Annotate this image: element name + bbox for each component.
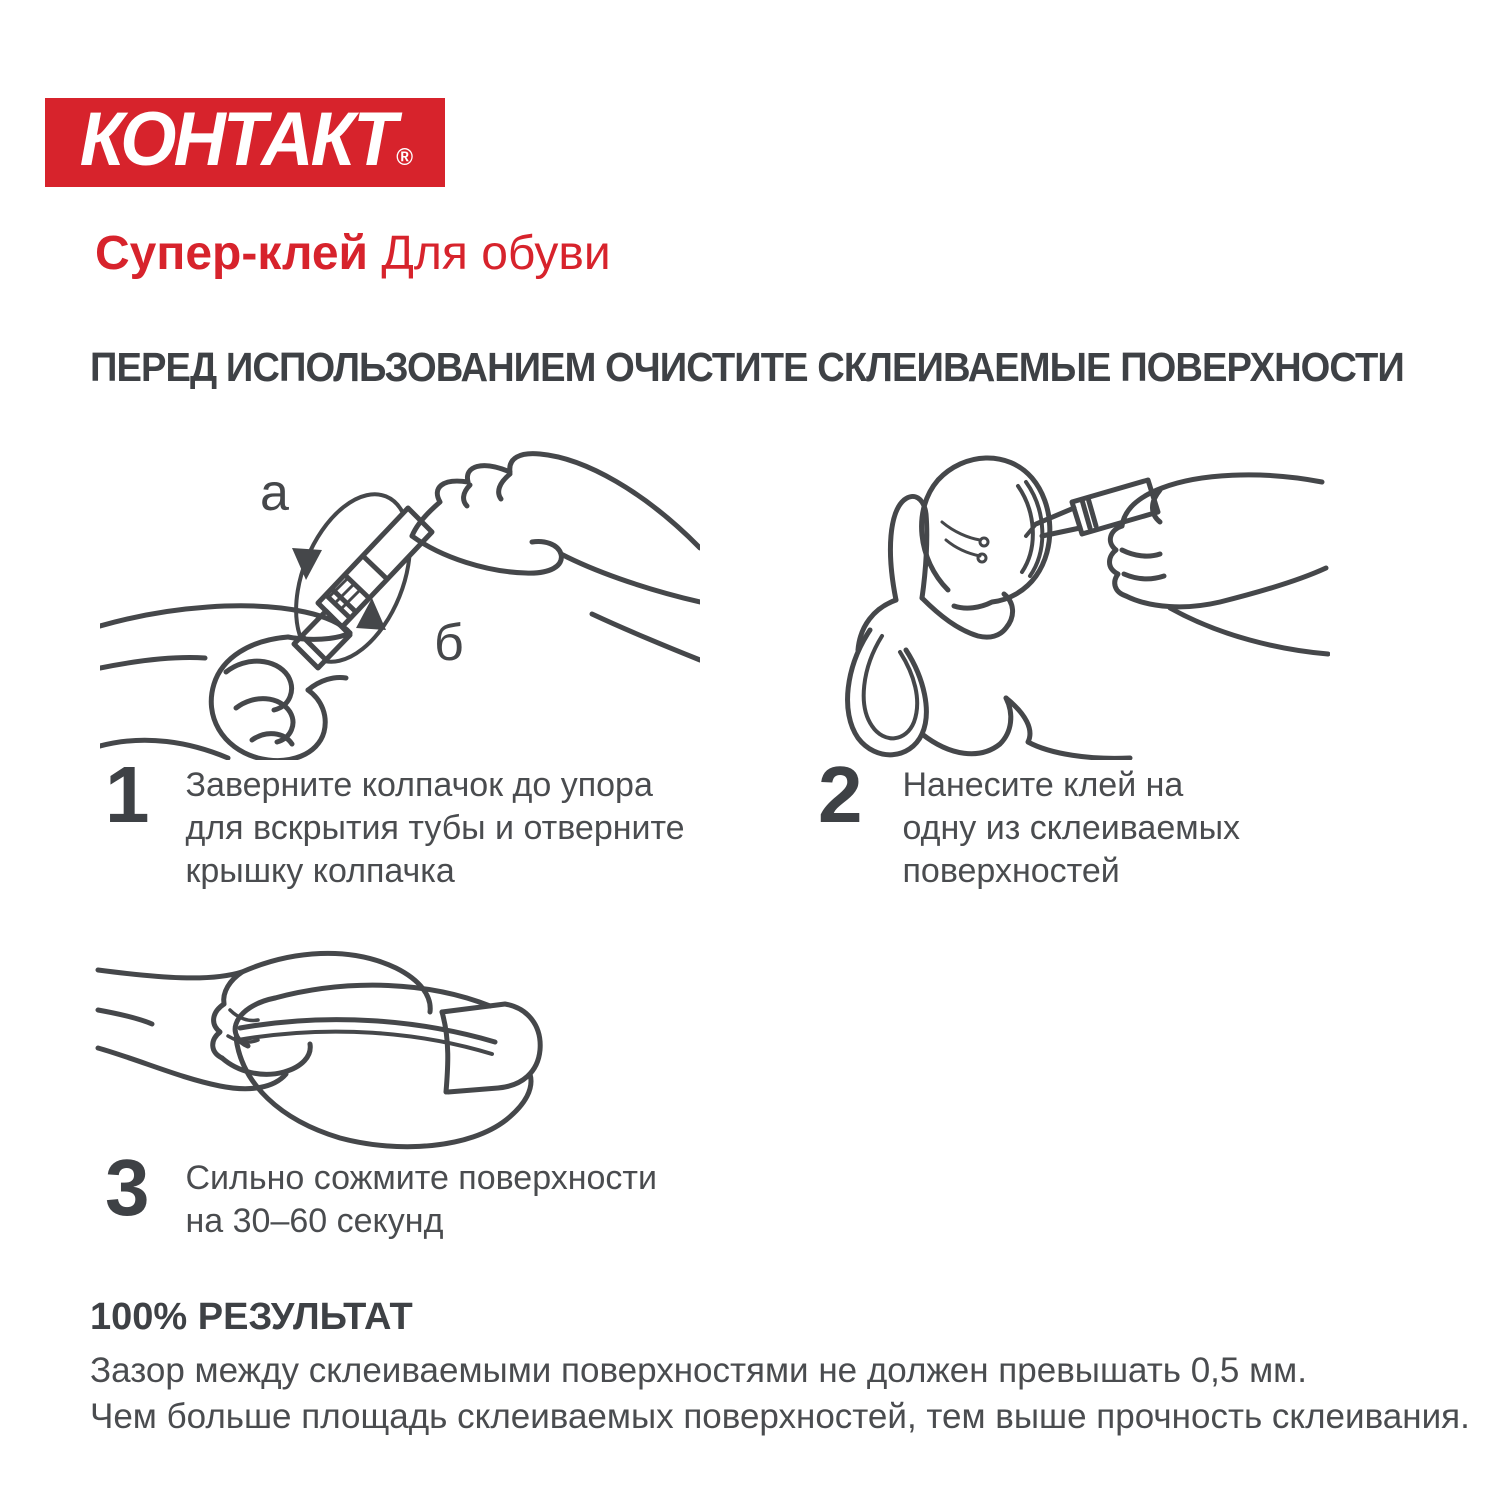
step2-text-line: поверхностей	[902, 851, 1120, 890]
step1-text-line: Заверните колпачок до упора	[185, 766, 653, 804]
step3-caption	[105, 1143, 657, 1243]
brand-logo	[45, 98, 445, 187]
result-title: 100% РЕЗУЛЬТАТ	[90, 1296, 413, 1338]
result-text-line: Зазор между склеиваемыми поверхностями не должен превышать 0,5 мм.	[90, 1351, 1307, 1390]
step1-text-line: для вскрытия тубы и отверните	[185, 808, 685, 847]
page-title: ПЕРЕД ИСПОЛЬЗОВАНИЕМ ОЧИСТИТЕ СКЛЕИВАЕМЫЕ ПОВЕРХНОСТИ	[90, 344, 1404, 390]
step3-text-line: на 30–60 секунд	[185, 1201, 444, 1240]
registered-trademark-icon: ®	[396, 143, 411, 171]
step2-text	[903, 762, 1241, 892]
step1-number: 1	[105, 750, 148, 839]
rotation-arrow-a-icon	[292, 548, 322, 580]
label-a: а	[260, 464, 289, 522]
step2-text-line: одну из склеиваемых	[902, 808, 1241, 847]
step1-twist-cap-illustration	[100, 430, 700, 760]
step2-caption	[818, 750, 1241, 892]
step2-apply-glue-illustration	[830, 430, 1330, 760]
brand-logo-text	[79, 96, 411, 184]
step3-text	[186, 1155, 657, 1243]
step2-text-line: Нанесите клей на	[902, 766, 1184, 804]
step1-text	[186, 762, 685, 892]
step2-number: 2	[818, 750, 861, 839]
step3-press-illustration	[90, 920, 650, 1160]
step3-text-line: Сильно сожмите поверхности	[185, 1159, 657, 1197]
shoe-heel	[442, 1004, 540, 1092]
product-subtitle-bold: Супер-клей	[95, 227, 369, 280]
step3-number: 3	[105, 1143, 148, 1232]
product-subtitle-regular: Для обуви	[368, 227, 611, 280]
brand-name: КОНТАКТ	[79, 96, 395, 182]
label-b: б	[434, 614, 464, 672]
result-text-line: Чем больше площадь склеиваемых поверхностей, тем выше прочность склеивания.	[90, 1397, 1470, 1437]
result-text	[90, 1348, 1470, 1440]
step1-text-line: крышку колпачка	[185, 851, 455, 890]
product-subtitle	[95, 226, 611, 281]
step1-caption	[105, 750, 685, 892]
glue-tube-hand	[1026, 475, 1328, 654]
shoe-pressed	[235, 985, 540, 1147]
holding-hand	[848, 496, 1130, 758]
